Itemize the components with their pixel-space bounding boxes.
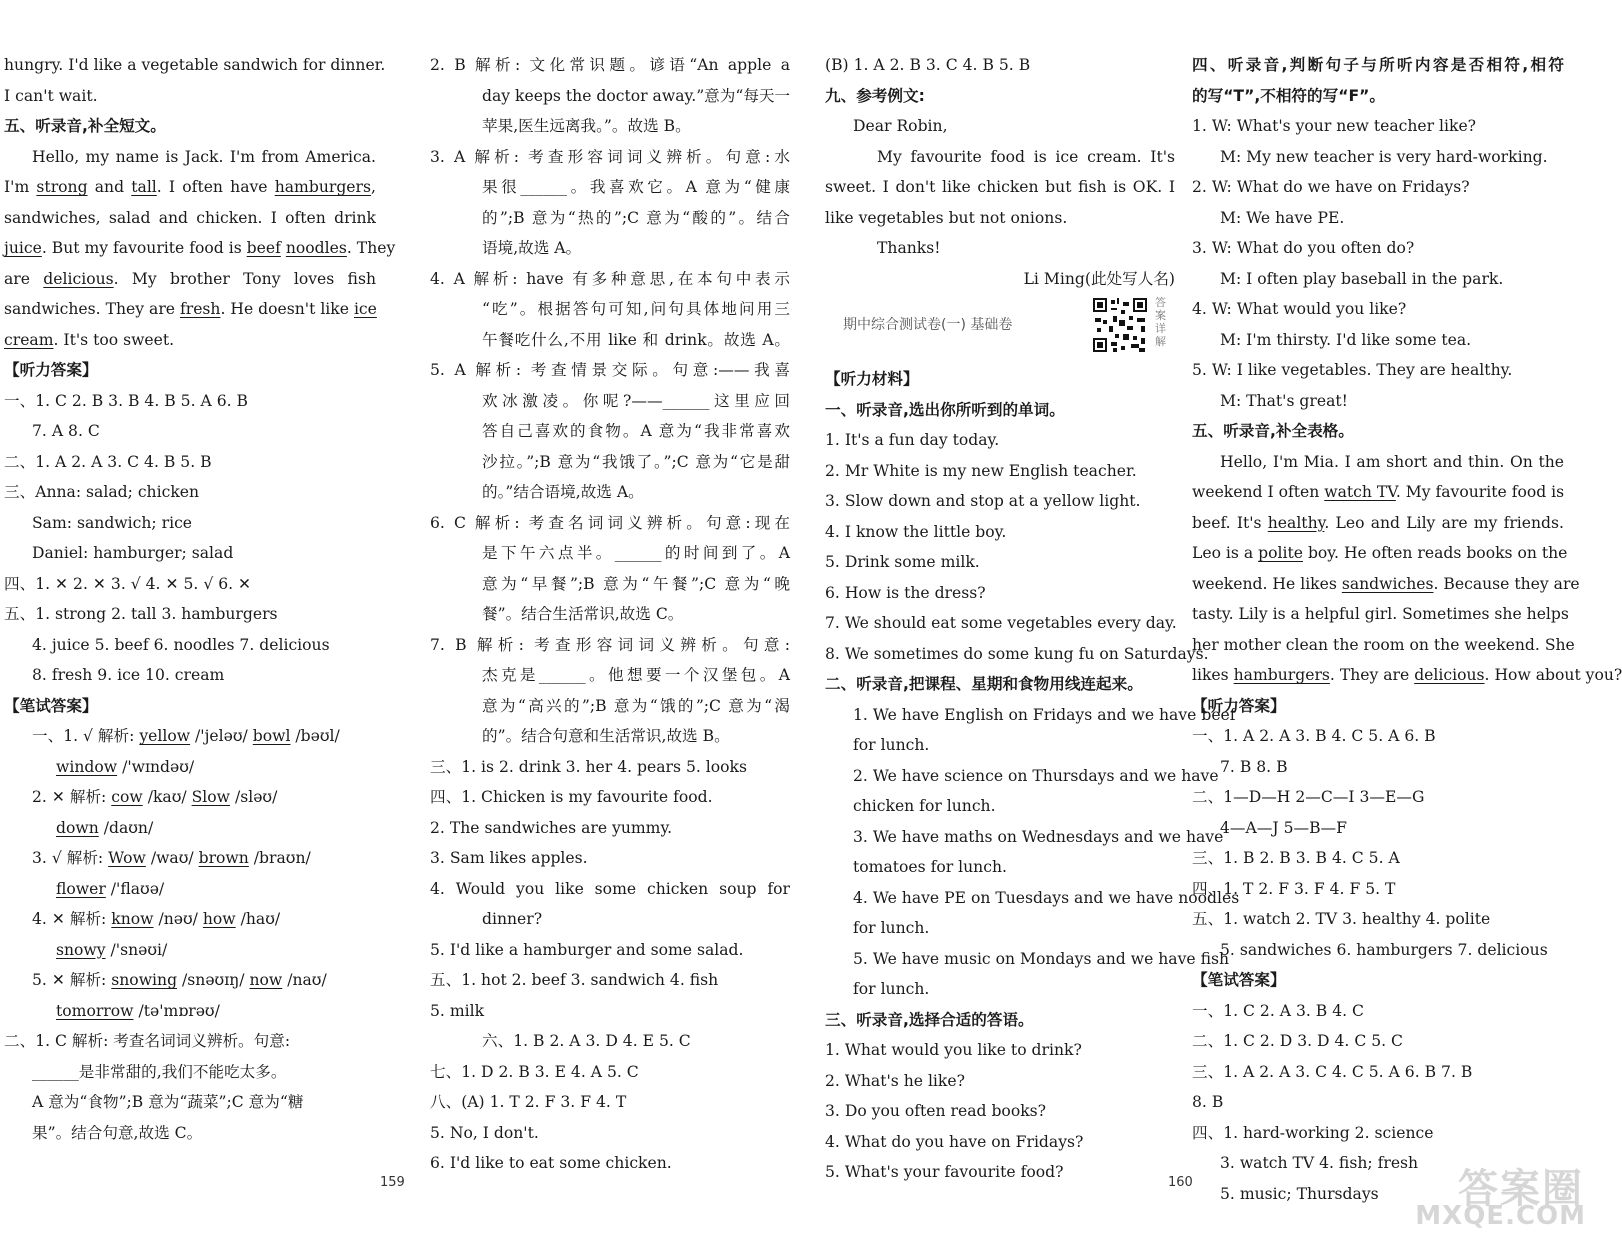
section-heading: 九、参考例文:	[825, 86, 925, 105]
text-line: 果很______。我喜欢它。A 意为“健康	[482, 178, 790, 196]
text-line: window /'wɪndəʊ/	[56, 757, 195, 776]
text-line: 沙拉。”;B 意为“我饿了。”;C 意为“它是甜	[482, 452, 790, 471]
text-line: 7. B 解析: 考查形容词词义辨析。句意:	[430, 635, 790, 654]
text-line: 6. I'd like to eat some chicken.	[430, 1154, 672, 1172]
text-line: 5. We have music on Mondays and we have fish	[853, 949, 1230, 968]
text-line: Thanks!	[877, 239, 941, 257]
text-line: tasty. Lily is a helpful girl. Sometimes she helps	[1192, 605, 1569, 623]
text-line: 8. fresh 9. ice 10. cream	[32, 666, 225, 684]
text-line: 4. ✕ 解析: know /nəʊ/ how /haʊ/	[32, 910, 281, 928]
text-line: 5. sandwiches 6. hamburgers 7. delicious	[1220, 940, 1548, 959]
text-line: 5. W: I like vegetables. They are healthy.	[1192, 361, 1513, 379]
text-line: 二、1. C 解析: 考查名词词义辨析。句意:	[4, 1032, 291, 1050]
text-line: are delicious. My brother Tony loves fish	[4, 269, 376, 288]
text-line: 5. music; Thursdays	[1220, 1184, 1379, 1203]
text-line: 一、1. A 2. A 3. B 4. C 5. A 6. B	[1192, 727, 1436, 745]
qr-code-icon[interactable]	[1091, 296, 1149, 354]
text-line: 四、1. hard-working 2. science	[1192, 1123, 1434, 1142]
text-line: 三、1. B 2. B 3. B 4. C 5. A	[1192, 849, 1400, 867]
text-line: juice. But my favourite food is beef noodles. They	[4, 239, 396, 257]
text-line: beef. It's healthy. Leo and Lily are my friends.	[1192, 513, 1564, 532]
section-heading: 四、听录音,判断句子与所听内容是否相符,相符	[1192, 56, 1564, 74]
text-line: tomatoes for lunch.	[853, 858, 1007, 876]
text-line: 的”;B 意为“热的”;C 意为“酸的”。结合	[482, 208, 790, 227]
text-line: 七、1. D 2. B 3. E 4. A 5. C	[430, 1062, 639, 1081]
text-line: 7. A 8. C	[32, 422, 100, 440]
text-line: 3. √ 解析: Wow /waʊ/ brown /braʊn/	[32, 849, 311, 867]
text-line: down /daʊn/	[56, 818, 154, 837]
text-line: 4—A—J 5—B—F	[1220, 818, 1347, 837]
section-heading: 【听力答案】	[1192, 696, 1286, 715]
text-line: 四、1. ✕ 2. ✕ 3. √ 4. ✕ 5. √ 6. ✕	[4, 574, 252, 593]
text-line: 4. W: What would you like?	[1192, 300, 1407, 318]
text-line: snowy /'snəʊi/	[56, 940, 168, 959]
exam-title-block	[825, 296, 1175, 358]
text-line: 2. ✕ 解析: cow /kaʊ/ Slow /sləʊ/	[32, 788, 278, 806]
text-line: 果”。结合句意,故选 C。	[32, 1123, 203, 1142]
text-line: 六、1. B 2. A 3. D 4. E 5. C	[482, 1032, 691, 1050]
section-heading: 一、听录音,选出你所听到的单词。	[825, 400, 1065, 419]
text-line: 二、1. A 2. A 3. C 4. B 5. B	[4, 452, 212, 471]
text-line: 是下午六点半。______的时间到了。A	[482, 544, 790, 562]
text-line: 5. ✕ 解析: snowing /snəʊɪŋ/ now /naʊ/	[32, 971, 327, 989]
text-line: 答自己喜欢的食物。A 意为“我非常喜欢	[482, 422, 790, 440]
text-line: 4. We have PE on Tuesdays and we have noodles	[853, 888, 1240, 907]
text-line: like vegetables but not onions.	[825, 208, 1068, 227]
section-heading: 【笔试答案】	[4, 696, 98, 715]
text-line: 5. What's your favourite food?	[825, 1163, 1064, 1181]
text-line: 1. What would you like to drink?	[825, 1041, 1082, 1059]
text-line: 2. B 解析: 文化常识题。谚语“An apple a	[430, 56, 790, 74]
text-line: her mother clean the room on the weekend. She	[1192, 635, 1575, 654]
text-line: Hello, I'm Mia. I am short and thin. On the	[1220, 452, 1564, 471]
text-line: I can't wait.	[4, 86, 98, 105]
text-line: 4. Would you like some chicken soup for	[430, 879, 790, 898]
text-line: 3. A 解析: 考查形容词词义辨析。句意:水	[430, 147, 790, 166]
text-line: 1. It's a fun day today.	[825, 431, 1000, 449]
answer-detail-tag: 答案详解	[1155, 296, 1166, 348]
text-line: 3. watch TV 4. fish; fresh	[1220, 1154, 1419, 1172]
text-line: flower /'flaʊə/	[56, 879, 165, 898]
text-line: 杰克是______。他想要一个汉堡包。A	[482, 666, 790, 684]
text-line: 3. We have maths on Wednesdays and we have	[853, 827, 1224, 846]
text-line: 6. How is the dress?	[825, 583, 986, 602]
text-line: 5. Drink some milk.	[825, 553, 980, 571]
text-line: My favourite food is ice cream. It's	[877, 147, 1175, 166]
text-line: 5. No, I don't.	[430, 1123, 539, 1142]
text-line: A 意为“食物”;B 意为“蔬菜”;C 意为“糖	[32, 1093, 304, 1111]
text-line: 午餐吃什么,不用 like 和 drink。故选 A。	[482, 330, 790, 349]
text-line: 二、1. C 2. D 3. D 4. C 5. C	[1192, 1032, 1403, 1050]
text-line: 的”。结合句意和生活常识,故选 B。	[482, 727, 730, 745]
text-line: 5. I'd like a hamburger and some salad.	[430, 940, 744, 959]
text-line: I'm strong and tall. I often have hamburgers,	[4, 178, 376, 196]
text-line: M: That's great!	[1220, 391, 1348, 410]
text-line: sandwiches, salad and chicken. I often drink	[4, 208, 376, 227]
text-line: 一、1. √ 解析: yellow /'jeləʊ/ bowl /bəʊl/	[32, 727, 340, 745]
text-line: 1. We have English on Fridays and we have beef	[853, 705, 1236, 724]
text-line: M: We have PE.	[1220, 208, 1345, 227]
text-line: M: I often play baseball in the park.	[1220, 269, 1504, 288]
section-heading: 【听力答案】	[4, 361, 98, 379]
section-heading: 五、听录音,补全短文。	[4, 117, 166, 135]
text-line: 四、1. Chicken is my favourite food.	[430, 788, 713, 806]
text-line: Dear Robin,	[853, 117, 948, 135]
text-line: 五、1. watch 2. TV 3. healthy 4. polite	[1192, 910, 1491, 928]
text-line: 欢冰激凌。你呢?——______这里应回	[482, 391, 790, 410]
text-line: 5. milk	[430, 1001, 485, 1020]
text-line: 二、1—D—H 2—C—I 3—E—G	[1192, 788, 1425, 806]
text-line: 8. B	[1192, 1093, 1224, 1111]
text-line: for lunch.	[853, 919, 930, 937]
text-line: M: I'm thirsty. I'd like some tea.	[1220, 330, 1472, 349]
text-line: for lunch.	[853, 736, 930, 754]
text-line: 五、1. hot 2. beef 3. sandwich 4. fish	[430, 971, 719, 989]
text-line: weekend I often watch TV. My favourite food is	[1192, 483, 1565, 501]
text-line: Sam: sandwich; rice	[32, 513, 193, 532]
exam-title: 期中综合测试卷(一) 基础卷	[843, 317, 1013, 333]
text-line: ______是非常甜的,我们不能吃太多。	[32, 1062, 287, 1081]
page-number-left: 159	[380, 1175, 405, 1190]
answer-column-1	[4, 50, 396, 1148]
text-line: 5. A 解析: 考查情景交际。句意:——我喜	[430, 361, 790, 379]
text-line: 3. Do you often read books?	[825, 1102, 1047, 1120]
text-line: for lunch.	[853, 980, 930, 998]
text-line: likes hamburgers. They are delicious. How about you?	[1192, 666, 1622, 684]
text-line: tomorrow /tə'mɒrəʊ/	[56, 1001, 220, 1020]
text-line: 7. B 8. B	[1220, 757, 1288, 776]
section-heading: 三、听录音,选择合适的答语。	[825, 1010, 1034, 1029]
text-line: chicken for lunch.	[853, 797, 996, 815]
text-line: hungry. I'd like a vegetable sandwich for dinner.	[4, 56, 386, 74]
text-line: 一、1. C 2. B 3. B 4. B 5. A 6. B	[4, 391, 249, 410]
text-line: (B) 1. A 2. B 3. C 4. B 5. B	[825, 56, 1031, 74]
text-line: dinner?	[482, 910, 543, 928]
text-line: 6. C 解析: 考查名词词义辨析。句意:现在	[430, 513, 790, 532]
text-line: Li Ming(此处写人名)	[1023, 269, 1175, 288]
text-line: Leo is a polite boy. He often reads books on the	[1192, 544, 1568, 562]
section-heading: 【笔试答案】	[1192, 971, 1286, 989]
text-line: 2. We have science on Thursdays and we have	[853, 766, 1219, 785]
text-line: 三、1. is 2. drink 3. her 4. pears 5. looks	[430, 757, 747, 776]
text-line: 三、1. A 2. A 3. C 4. C 5. A 6. B 7. B	[1192, 1062, 1473, 1081]
text-line: M: My new teacher is very hard-working.	[1220, 147, 1548, 166]
text-line: 2. The sandwiches are yummy.	[430, 818, 673, 837]
answer-column-4	[1192, 50, 1622, 1209]
watermark-url: MXQE.COM	[1415, 1201, 1586, 1231]
text-line: 4. I know the little boy.	[825, 522, 1007, 541]
section-heading: 五、听录音,补全表格。	[1192, 422, 1354, 440]
text-line: 4. juice 5. beef 6. noodles 7. delicious	[32, 635, 330, 654]
text-line: 8. We sometimes do some kung fu on Saturdays.	[825, 644, 1209, 663]
text-line: “吃”。根据答句可知,问句具体地问用三	[482, 300, 790, 318]
text-line: Daniel: hamburger; salad	[32, 544, 234, 562]
text-line: 4. A 解析: have 有多种意思,在本句中表示	[430, 269, 790, 288]
text-line: 苹果,医生远离我。”。故选 B。	[482, 117, 691, 135]
text-line: 2. Mr White is my new English teacher.	[825, 461, 1137, 480]
text-line: 三、Anna: salad; chicken	[4, 483, 200, 501]
text-line: sandwiches. They are fresh. He doesn't like ice	[4, 300, 377, 318]
text-line: weekend. He likes sandwiches. Because they are	[1192, 574, 1580, 593]
text-line: 3. W: What do you often do?	[1192, 239, 1415, 257]
text-line: 八、(A) 1. T 2. F 3. F 4. T	[430, 1093, 627, 1111]
answer-column-2	[430, 50, 790, 1179]
text-line: 2. W: What do we have on Fridays?	[1192, 178, 1470, 196]
text-line: 语境,故选 A。	[482, 239, 582, 257]
text-line: 四、1. T 2. F 3. F 4. F 5. T	[1192, 879, 1396, 898]
text-line: 3. Sam likes apples.	[430, 849, 588, 867]
page-number-right: 160	[1168, 1175, 1193, 1190]
text-line: Hello, my name is Jack. I'm from America.	[32, 147, 376, 166]
text-line: sweet. I don't like chicken but fish is OK. I	[825, 178, 1175, 196]
text-line: day keeps the doctor away.”意为“每天一	[482, 86, 791, 105]
text-line: 4. What do you have on Fridays?	[825, 1132, 1084, 1151]
section-heading: 的写“T”,不相符的写“F”。	[1192, 86, 1385, 105]
text-line: 7. We should eat some vegetables every day.	[825, 614, 1177, 632]
text-line: 3. Slow down and stop at a yellow light.	[825, 492, 1141, 510]
text-line: 的。”结合语境,故选 A。	[482, 483, 644, 501]
text-line: 1. W: What's your new teacher like?	[1192, 117, 1477, 135]
watermark-logo	[1390, 1157, 1590, 1237]
watermark-main: 答案圈	[1458, 1166, 1584, 1212]
text-line: 五、1. strong 2. tall 3. hamburgers	[4, 605, 278, 623]
section-heading: 【听力材料】	[825, 370, 919, 388]
text-line: cream. It's too sweet.	[4, 330, 175, 349]
text-line: 意为“高兴的”;B 意为“饿的”;C 意为“渴	[482, 696, 790, 715]
text-line: 2. What's he like?	[825, 1071, 965, 1090]
text-line: 一、1. C 2. A 3. B 4. C	[1192, 1001, 1364, 1020]
text-line: 餐”。结合生活常识,故选 C。	[482, 605, 684, 623]
text-line: 意为“早餐”;B 意为“午餐”;C 意为“晚	[482, 574, 790, 593]
section-heading: 二、听录音,把课程、星期和食物用线连起来。	[825, 675, 1143, 693]
